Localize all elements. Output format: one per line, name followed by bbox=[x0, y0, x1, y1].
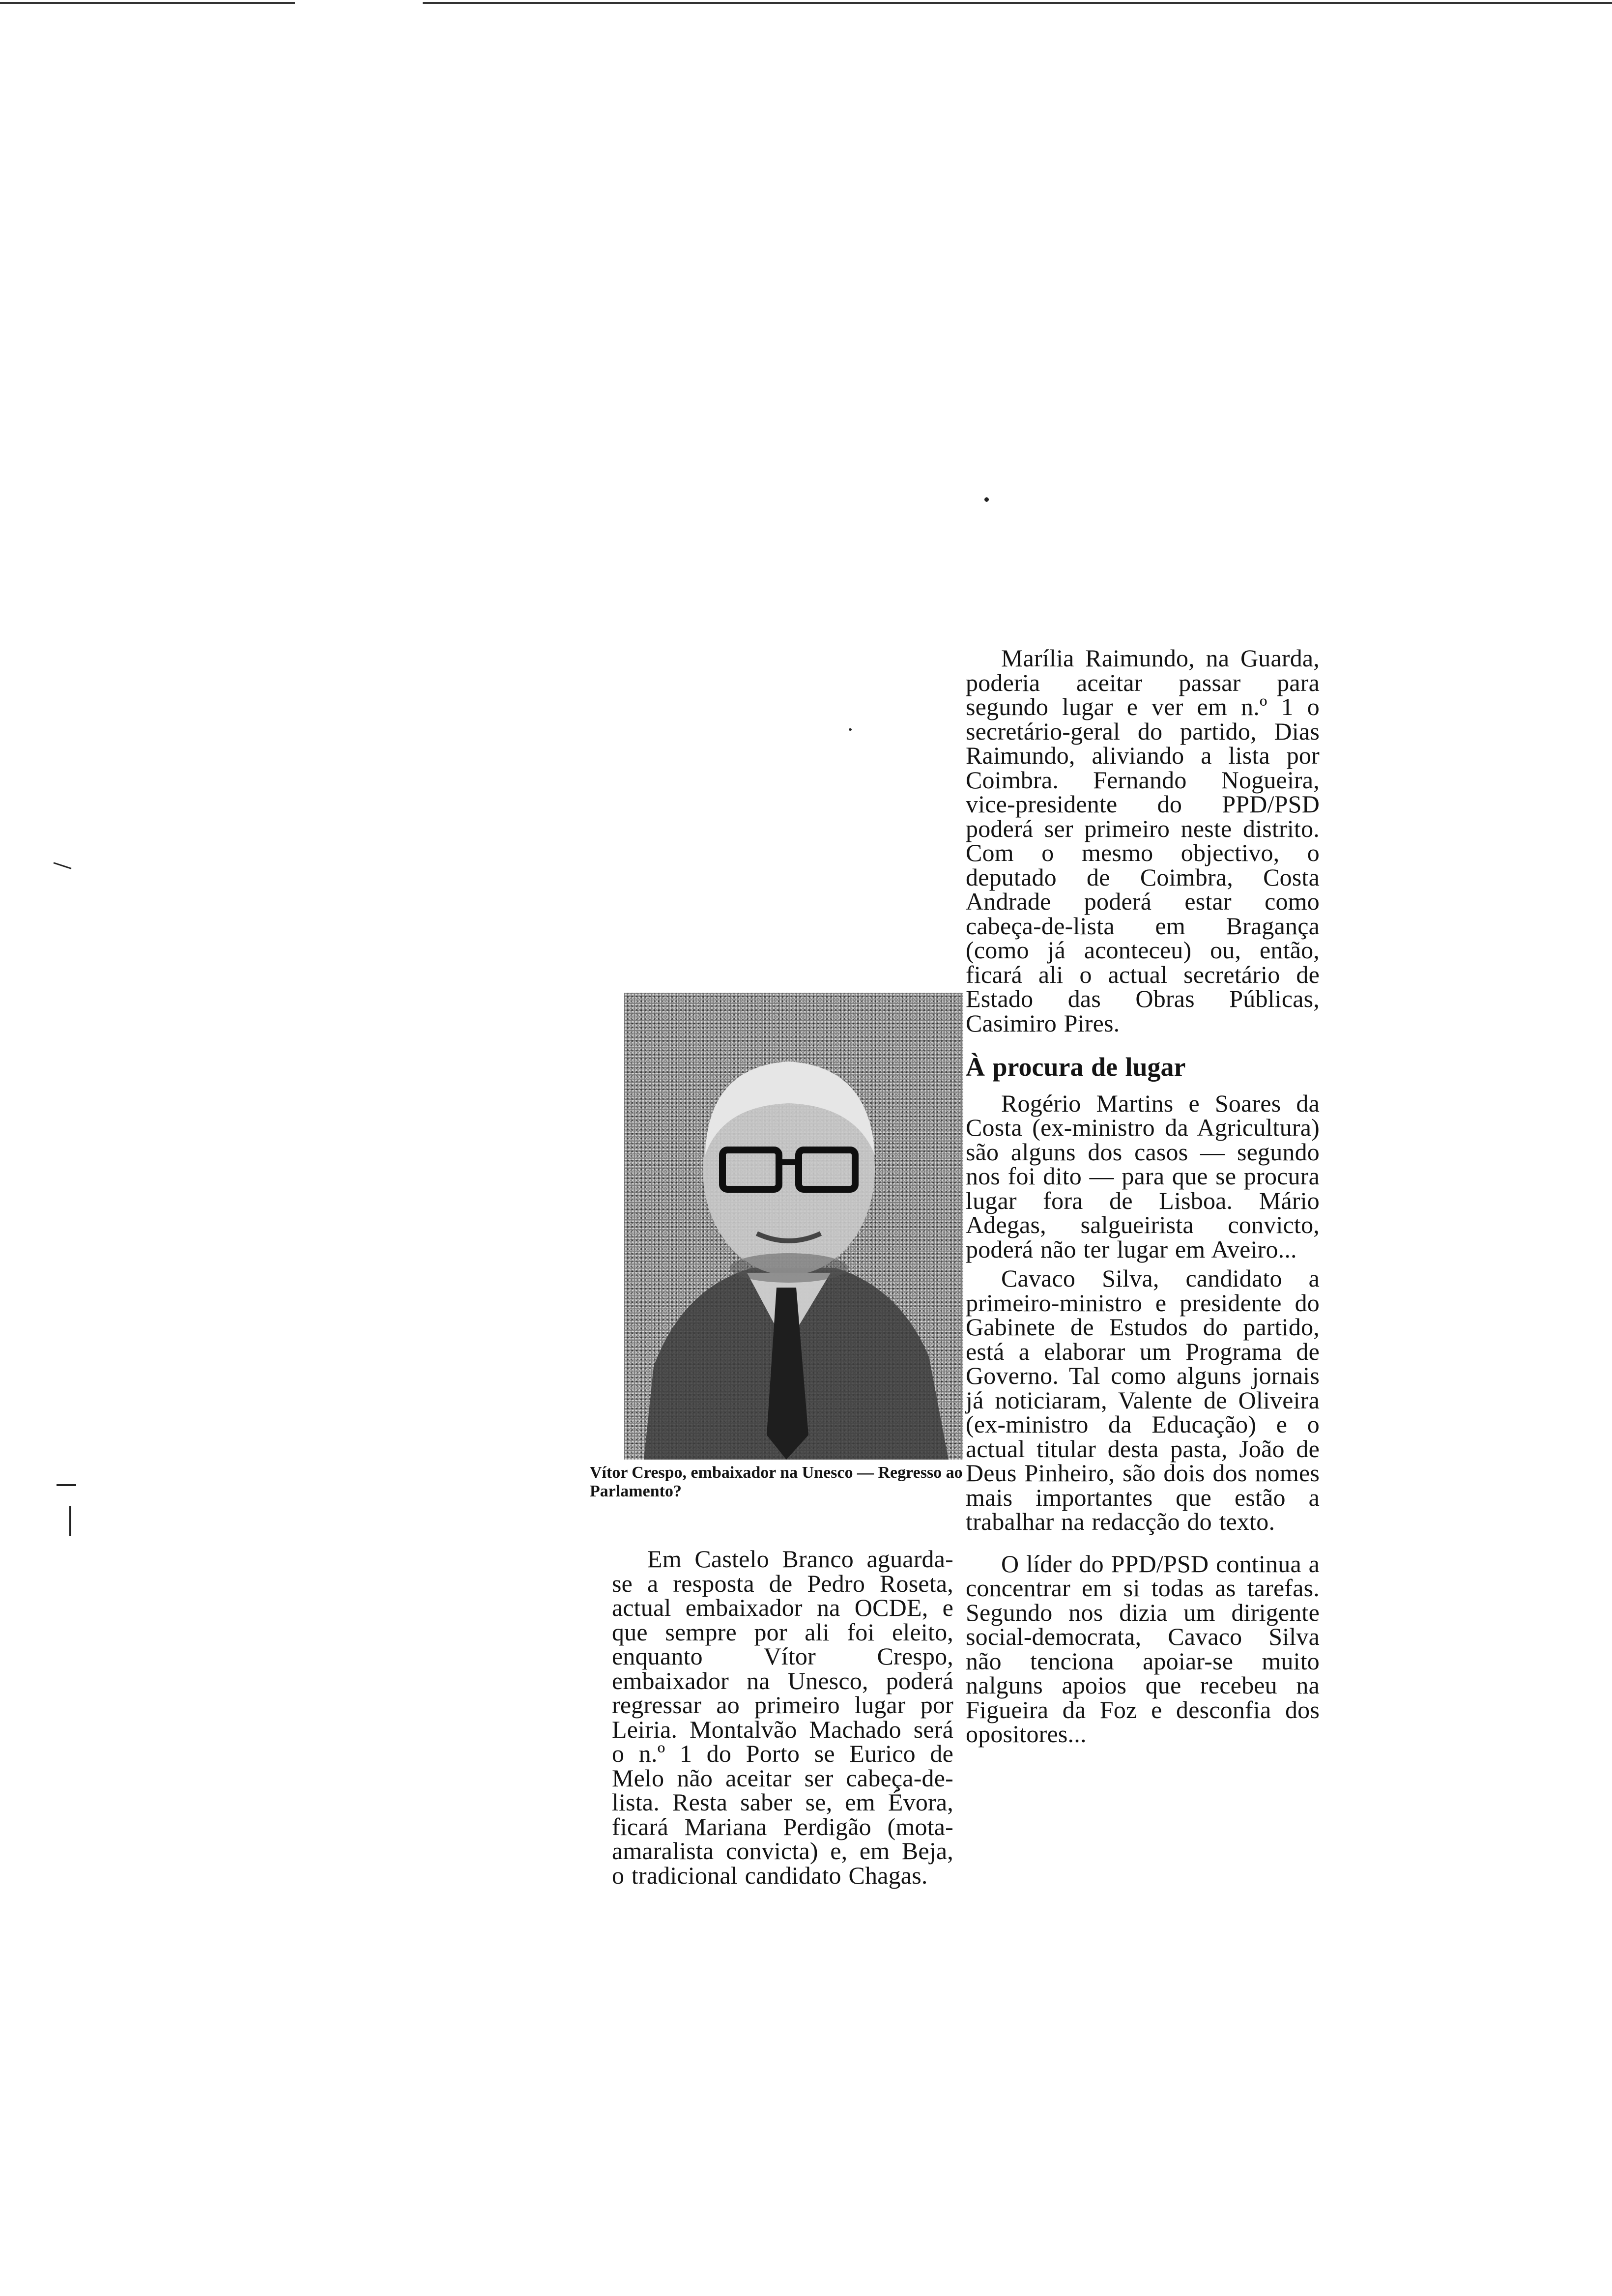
portrait-photo bbox=[624, 993, 963, 1460]
scan-speck bbox=[984, 497, 989, 502]
margin-mark bbox=[57, 1484, 76, 1486]
article-right-column bbox=[966, 646, 1320, 1751]
article-left-column bbox=[612, 1547, 953, 1893]
portrait-figure bbox=[624, 993, 963, 1460]
article-paragraph: Marília Raimundo, na Guarda, poderia aceitar passar para segundo lugar e ver em n.º 1 o secretário-geral do partido, Dias Raimundo, aliviando a lista por Coimbra. Fernando Nogueira, vice-presidente do PPD/PSD poderá ser primeiro neste distrito. Com o mesmo objectivo, o deputado de Coimbra, Costa Andrade poderá estar como cabeça-de-lista em Bragança (como já aconteceu) ou, então, ficará ali o actual secretário de Estado das Obras Públicas, Casimiro Pires. bbox=[966, 644, 1320, 1037]
margin-mark bbox=[53, 862, 71, 869]
article-subheading: À procura de lugar bbox=[966, 1052, 1186, 1082]
article-paragraph: Em Castelo Branco aguarda-se a resposta de Pedro Roseta, actual embaixador na OCDE, e que sempre por ali foi eleito, enquanto Vítor Crespo, embaixador na Unesco, poderá regressar ao primeiro lugar por Leiria. Montalvão Machado será o n.º 1 do Porto se Eurico de Melo não aceitar ser cabeça-de-lista. Resta saber se, em Évora, ficará Mariana Perdigão (mota-amaralista convicta) e, em Beja, o tradicional candidato Chagas. bbox=[612, 1545, 953, 1889]
scan-edge-line bbox=[423, 2, 1612, 4]
scan-edge-line bbox=[0, 2, 295, 4]
article-paragraph: Cavaco Silva, candidato a primeiro-ministro e presidente do Gabinete de Estudos do partido, está a elaborar um Programa de Governo. Tal como alguns jornais já noticiaram, Valente de Oliveira (ex-ministro da Educação) e o actual titular desta pasta, João de Deus Pinheiro, são dois dos nomes mais importantes que estão a trabalhar na redacção do texto. bbox=[966, 1264, 1320, 1535]
article-paragraph: O líder do PPD/PSD continua a concentrar em si todas as tarefas. Segundo nos dizia um dirigente social-democrata, Cavaco Silva não tenciona apoiar-se muito nalguns apoios que recebeu na Figueira da Foz e desconfia dos opositores... bbox=[966, 1550, 1320, 1748]
margin-mark bbox=[69, 1506, 71, 1536]
article-paragraph: Rogério Martins e Soares da Costa (ex-ministro da Agricultura) são alguns dos casos — segundo nos foi dito — para que se procura lugar fora de Lisboa. Mário Adegas, salgueirista convicto, poderá não ter lugar em Aveiro... bbox=[966, 1089, 1320, 1263]
photo-caption: Vítor Crespo, embaixador na Unesco — Regresso ao Parlamento? bbox=[590, 1464, 963, 1500]
scan-speck bbox=[849, 728, 852, 731]
